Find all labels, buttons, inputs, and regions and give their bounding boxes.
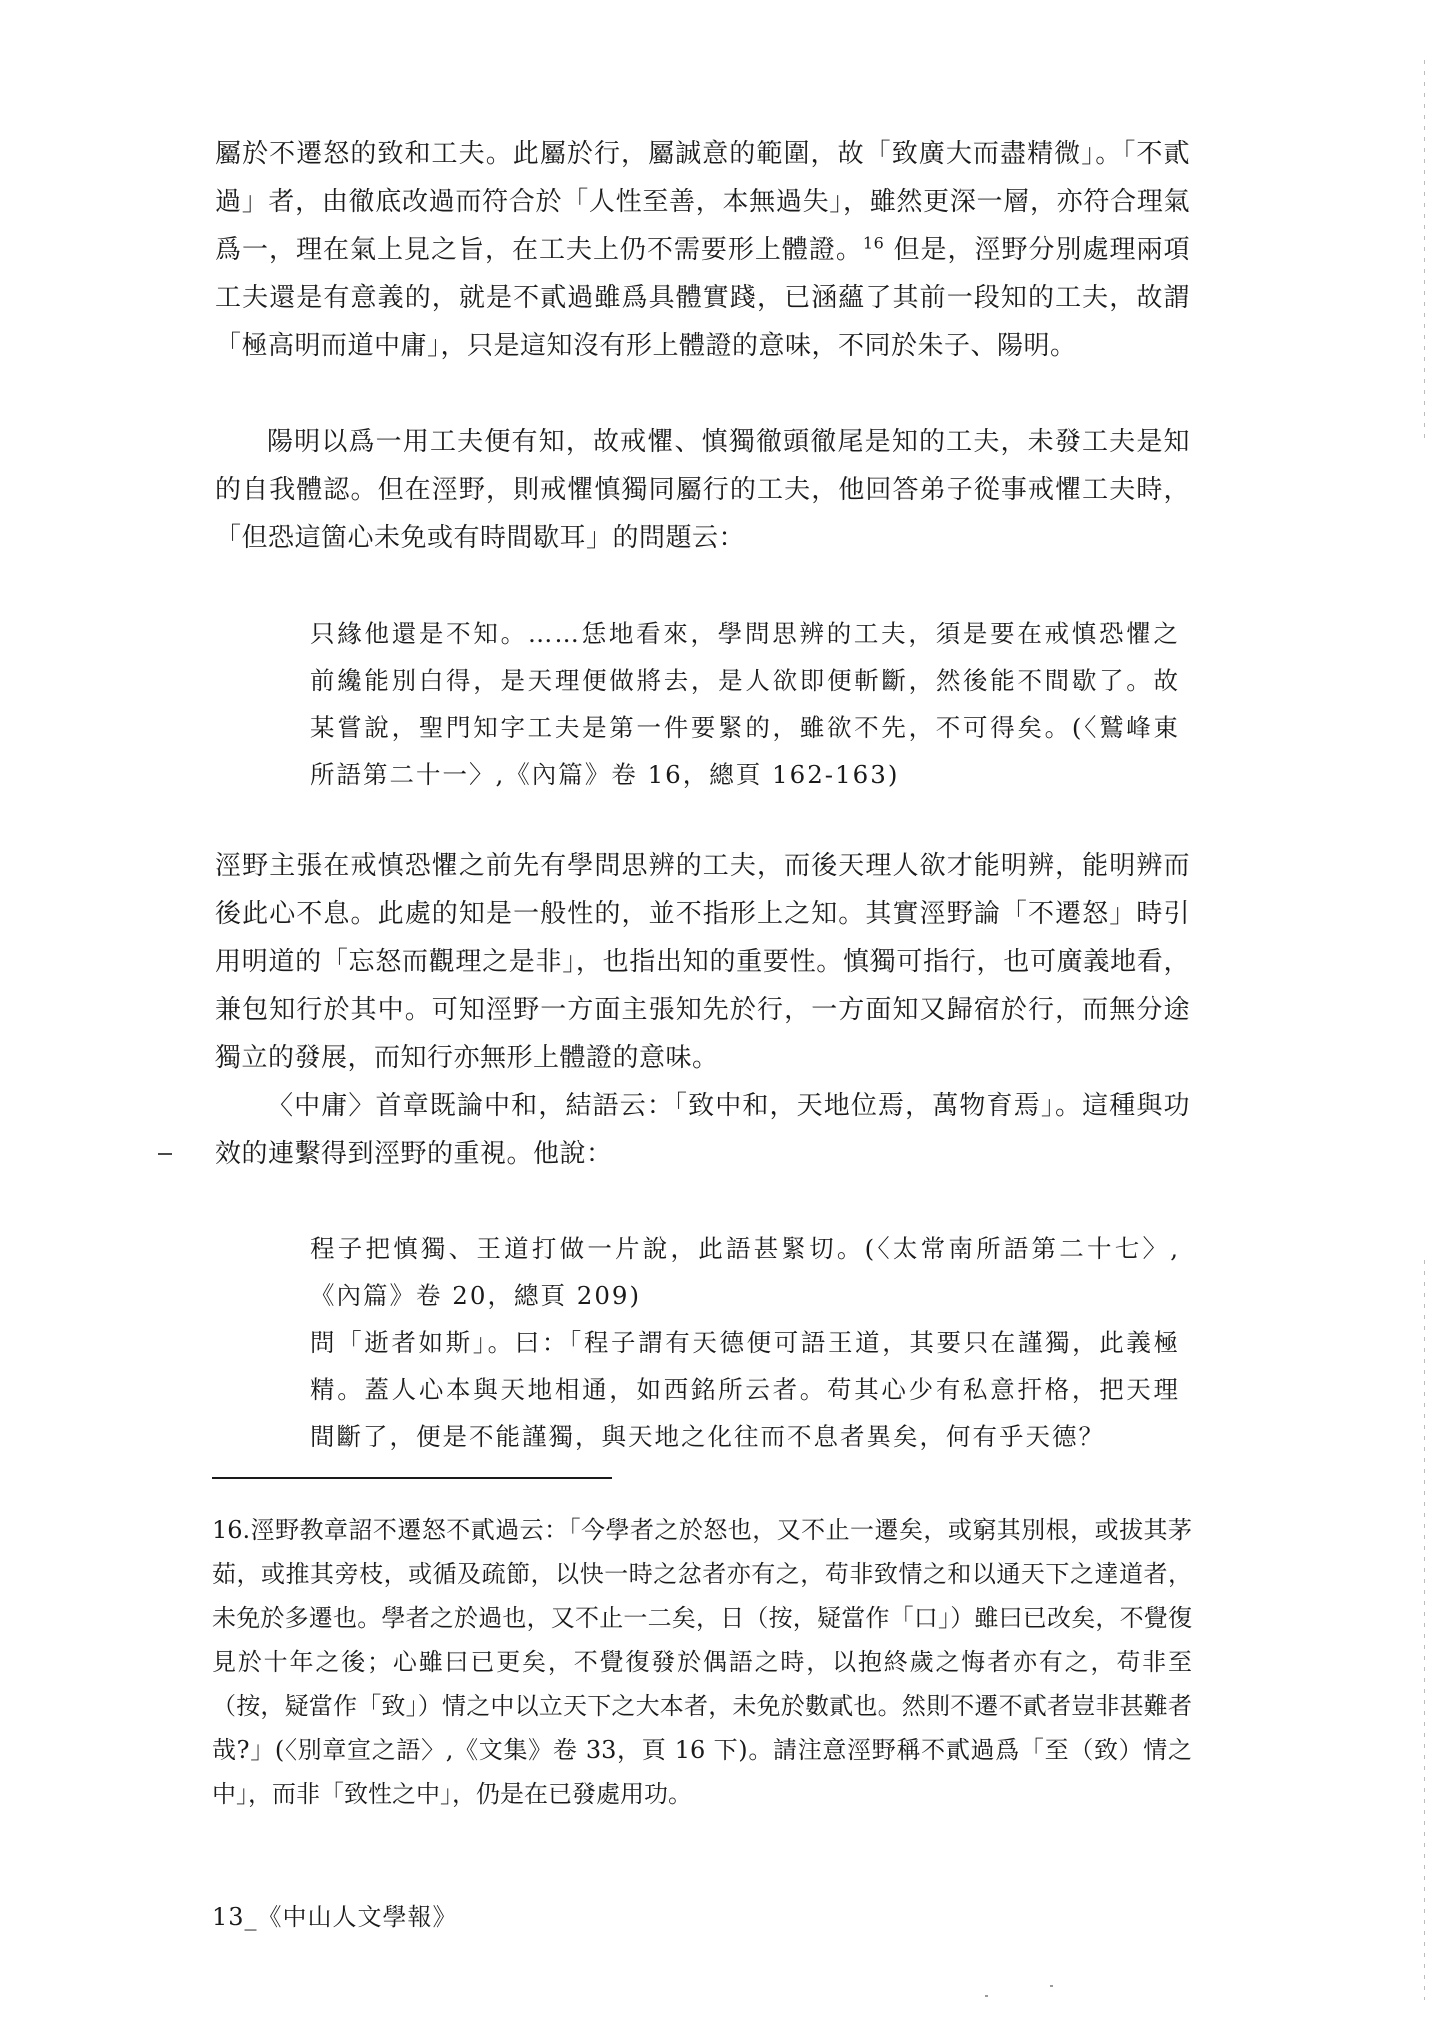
paragraph-4: 〈中庸〉首章既論中和，結語云：「致中和，天地位焉，萬物育焉」。這種與功效的連繫得到涇野的重視。他說：	[215, 1091, 1190, 1169]
page-footer: 13_《中山人文學報》	[212, 1903, 458, 1931]
paragraph-2: 陽明以爲一用工夫便有知，故戒懼、慎獨徹頭徹尾是知的工夫，未發工夫是知的自我體認。但在涇野，則戒懼慎獨同屬行的工夫，他回答弟子從事戒懼工夫時，「但恐這箇心未免或有時間歇耳」的問題云：	[215, 427, 1190, 553]
footnote-reference[interactable]: 16	[862, 233, 885, 253]
paragraph-1	[215, 130, 1190, 370]
paragraph-1-continued: 但是，涇野分別處理兩項工夫還是有意義的，就是不貳過雖爲具體實踐，已涵蘊了其前一段知的工夫，故謂「極高明而道中庸」，只是這知沒有形上體證的意味，不同於朱子、陽明。	[215, 235, 1190, 361]
footnote-number: 16.	[212, 1516, 251, 1544]
scan-artifact-speck	[985, 1995, 988, 1997]
footnote-text: 涇野教章詔不遷怒不貳過云：「今學者之於怒也，又不止一遷矣，或窮其別根，或拔其茅茹，或推其旁枝，或循及疏節，以快一時之忿者亦有之，苟非致情之和以通天下之達道者，未免於多遷也。學者之於過也，又不止一二矣，日（按，疑當作「口」）雖曰已改矣，不覺復見於十年之後；心雖曰已更矣，不覺復發於偶語之時，以抱終歲之悔者亦有之，苟非至（按，疑當作「致」）情之中以立天下之大本者，未免於數貳也。然則不遷不貳者豈非甚難者哉?」(〈別章宣之語〉,《文集》卷 33，頁 16 下)。請注意涇野稱不貳過爲「至（致）情之中」，而非「致性之中」，仍是在已發處用功。	[212, 1516, 1192, 1808]
footnote-16	[212, 1508, 1192, 1816]
scan-artifact-speck	[1050, 1985, 1053, 1987]
footnote-divider	[212, 1477, 612, 1479]
paragraph-1-text: 屬於不遷怒的致和工夫。此屬於行，屬誠意的範圍，故「致廣大而盡精微」。「不貳過」者，由徹底改過而符合於「人性至善，本無過失」，雖然更深一層，亦符合理氣爲一，理在氣上見之旨，在工夫上仍不需要形上體證。	[215, 139, 1190, 265]
block-quote-1: 只緣他還是不知。……恁地看來，學問思辨的工夫，須是要在戒慎恐懼之前纔能別白得，是天理便做將去，是人欲即便斬斷，然後能不間歇了。故某嘗說，聖門知字工夫是第一件要緊的，雖欲不先，不可得矣。(〈鷲峰東所語第二十一〉,《內篇》卷 16，總頁 162-163)	[310, 619, 1180, 789]
block-quote-2: 程子把慎獨、王道打做一片說，此語甚緊切。(〈太常南所語第二十七〉,《內篇》卷 20，總頁 209)	[310, 1234, 1180, 1310]
paragraph-3: 涇野主張在戒慎恐懼之前先有學問思辨的工夫，而後天理人欲才能明辨，能明辨而後此心不息。此處的知是一般性的，並不指形上之知。其實涇野論「不遷怒」時引用明道的「忘怒而觀理之是非」，也指出知的重要性。慎獨可指行，也可廣義地看，兼包知行於其中。可知涇野一方面主張知先於行，一方面知又歸宿於行，而無分途獨立的發展，而知行亦無形上體證的意味。	[215, 851, 1190, 1073]
scan-artifact-line	[1424, 60, 1425, 440]
block-quote-3: 問「逝者如斯」。曰：「程子謂有天德便可語王道，其要只在謹獨，此義極精。蓋人心本與天地相通，如西銘所云者。苟其心少有私意扞格，把天理間斷了，便是不能謹獨，與天地之化往而不息者異矣，何有乎天德？	[310, 1328, 1180, 1451]
scan-artifact-line	[1424, 1260, 1425, 2000]
scan-artifact-mark	[158, 1153, 172, 1155]
